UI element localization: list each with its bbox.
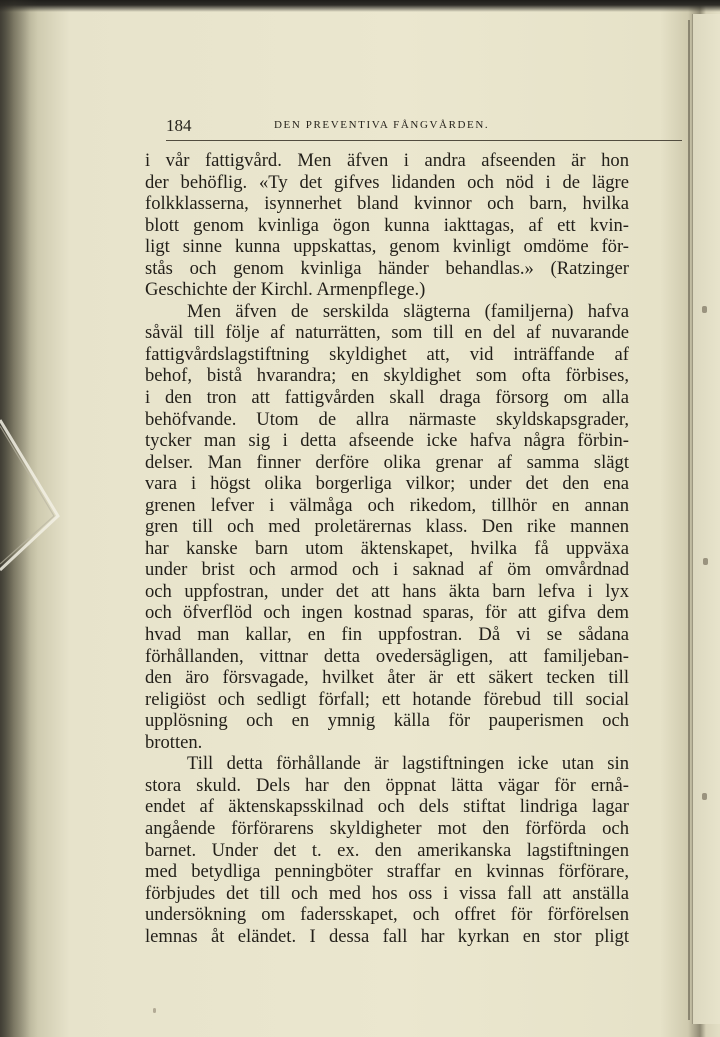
text-line: barnet. Under det t. ex. den amerikanska lagstiftningen <box>145 839 629 861</box>
text-line: Geschichte der Kirchl. Armenpflege.) <box>145 279 426 301</box>
text-line: upplösning och en ymnig källa för pauperismen och <box>145 710 629 732</box>
text-line: lemnas åt eländet. I dessa fall har kyrkan en stor pligt <box>145 925 629 947</box>
text-line: förhållanden, vittnar detta ovedersägligen, att familjeban- <box>145 645 629 667</box>
text-line: och öfverflöd och ingen kostnad sparas, för att gifva dem <box>145 602 629 624</box>
gutter-fold <box>688 20 690 1020</box>
text-line: förbjudes det till och med hos oss i vissa fall att anställa <box>145 882 629 904</box>
text-line: endet af äktenskapsskilnad och dels stiftat lindriga lagar <box>145 796 629 818</box>
running-head: DEN PREVENTIVA FÅNGVÅRDEN. <box>274 119 490 131</box>
paper-speck <box>153 1008 156 1013</box>
text-line: Till detta förhållande är lagstiftningen icke utan sin <box>187 753 629 775</box>
text-line: gren till och med proletärernas klass. Den rike mannen <box>145 516 629 538</box>
text-line: hvad man kallar, en fin uppfostran. Då vi se sådana <box>145 624 629 646</box>
text-line: religiöst och sedligt förfall; ett hotande förebud till social <box>145 688 629 710</box>
header-rule <box>166 140 682 141</box>
ink-bleed-mark <box>702 793 707 800</box>
text-line: har kanske barn utom äktenskapet, hvilka få uppväxa <box>145 537 629 559</box>
text-line: Men äfven de serskilda slägterna (familjerna) hafva <box>187 300 629 322</box>
text-line: behöfvande. Utom de allra närmaste skyldskapsgrader, <box>145 408 629 430</box>
page-number: 184 <box>166 116 192 135</box>
text-line: i den tron att fattigvården skall draga försorg om alla <box>145 387 629 409</box>
page-header <box>166 114 686 142</box>
body-text <box>145 150 629 947</box>
text-line: tycker man sig i detta afseende icke hafva några förbin- <box>145 430 629 452</box>
text-line: delser. Man finner derföre olika grenar af samma slägt <box>145 451 629 473</box>
bookmark-ribbon <box>0 420 70 600</box>
text-line: såväl till följe af naturrätten, som till en del af nuvarande <box>145 322 629 344</box>
text-line: den äro försvagade, hvilket åter är ett säkert tecken till <box>145 667 629 689</box>
text-line: folkklasserna, isynnerhet bland kvinnor och barn, hvilka <box>145 193 629 215</box>
text-line: stås och genom kvinliga händer behandlas.» (Ratzinger <box>145 257 629 279</box>
text-line: under brist och armod och i saknad af öm omvårdnad <box>145 559 629 581</box>
text-line: vara i högst olika borgerliga vilkor; under det den ena <box>145 473 629 495</box>
text-line: stora skuld. Dels har den öppnat lätta vägar för ernå- <box>145 774 629 796</box>
text-line: i vår fattigvård. Men äfven i andra afseenden är hon <box>145 150 629 171</box>
text-line: grenen lefver i välmåga och rikedom, tillhör en annan <box>145 494 629 516</box>
page-top-edge-shadow <box>0 0 720 12</box>
text-line: brotten. <box>145 731 203 753</box>
ink-bleed-mark <box>703 558 708 565</box>
text-line: och uppfostran, under det att hans äkta barn lefva i lyx <box>145 580 629 602</box>
text-line: med betydliga penningböter straffar en kvinnas förförare, <box>145 861 629 883</box>
text-line: angående förförarens skyldigheter mot den förförda och <box>145 817 629 839</box>
text-line: behof, bistå hvarandra; en skyldighet som ofta förbises, <box>145 365 629 387</box>
ink-bleed-mark <box>702 306 707 313</box>
adjacent-page-edge <box>692 14 720 1024</box>
text-line: blott genom kvinliga ögon kunna iakttagas, af ett kvin- <box>145 214 629 236</box>
text-line: der behöflig. «Ty det gifves lidanden och nöd i de lägre <box>145 171 629 193</box>
text-line: fattigvårdslagstiftning skyldighet att, vid inträffande af <box>145 343 629 365</box>
text-line: undersökning om fadersskapet, och offret för förförelsen <box>145 904 629 926</box>
text-line: ligt sinne kunna uppskattas, genom kvinligt omdöme för- <box>145 236 629 258</box>
